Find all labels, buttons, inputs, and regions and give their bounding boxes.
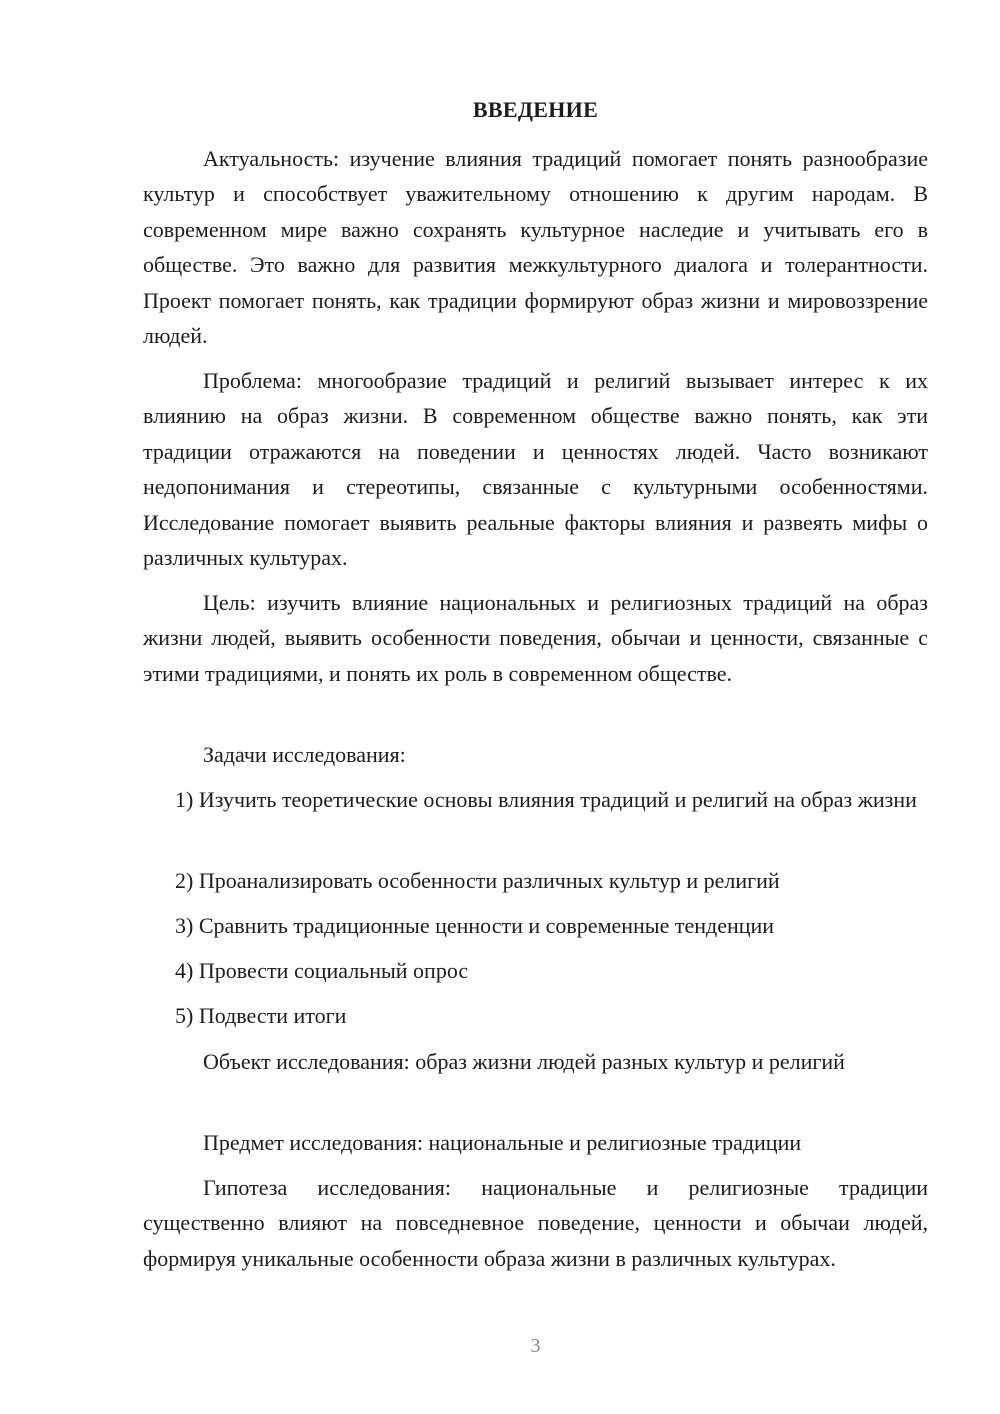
hypothesis-paragraph: Гипотеза исследования: национальные и религиозные традиции существенно влияют на повседневное поведение, ценности и обычаи людей, формируя уникальные особенности образа жизни в различных культурах.: [143, 1175, 928, 1271]
tasks-title: Задачи исследования:: [203, 742, 406, 767]
problem-paragraph: Проблема: многообразие традиций и религий вызывает интерес к их влиянию на образ жизни. В современном обществе важно понять, как эти традиции отражаются на поведении и ценностях людей. Часто возникают недопонимания и стереотипы, связанные с культурными особенностями. Исследование помогает выявить реальные факторы влияния и развеять мифы о различных культурах.: [143, 368, 928, 571]
task-item: 5) Подвести итоги: [175, 1003, 347, 1028]
task-item: 2) Проанализировать особенности различных культур и религий: [175, 868, 780, 893]
page-heading: ВВЕДЕНИЕ: [472, 97, 599, 122]
relevance-paragraph: Актуальность: изучение влияния традиций помогает понять разнообразие культур и способствует уважительному отношению к другим народам. В современном мире важно сохранять культурное наследие и учитывать его в обществе. Это важно для развития межкультурного диалога и толерантности. Проект помогает понять, как традиции формируют образ жизни и мировоззрение людей.: [143, 146, 928, 349]
page-number: 3: [530, 1335, 541, 1357]
object-paragraph: Объект исследования: образ жизни людей разных культур и религий: [203, 1049, 845, 1074]
task-item: 4) Провести социальный опрос: [175, 958, 469, 983]
goal-paragraph: Цель: изучить влияние национальных и религиозных традиций на образ жизни людей, выявить особенности поведения, обычаи и ценности, связанные с этими традициями, и понять их роль в современном обществе.: [143, 590, 928, 686]
subject-paragraph: Предмет исследования: национальные и религиозные традиции: [203, 1130, 802, 1155]
task-item: 1) Изучить теоретические основы влияния традиций и религий на образ жизни: [175, 787, 917, 812]
task-item: 3) Сравнить традиционные ценности и современные тенденции: [175, 913, 775, 938]
